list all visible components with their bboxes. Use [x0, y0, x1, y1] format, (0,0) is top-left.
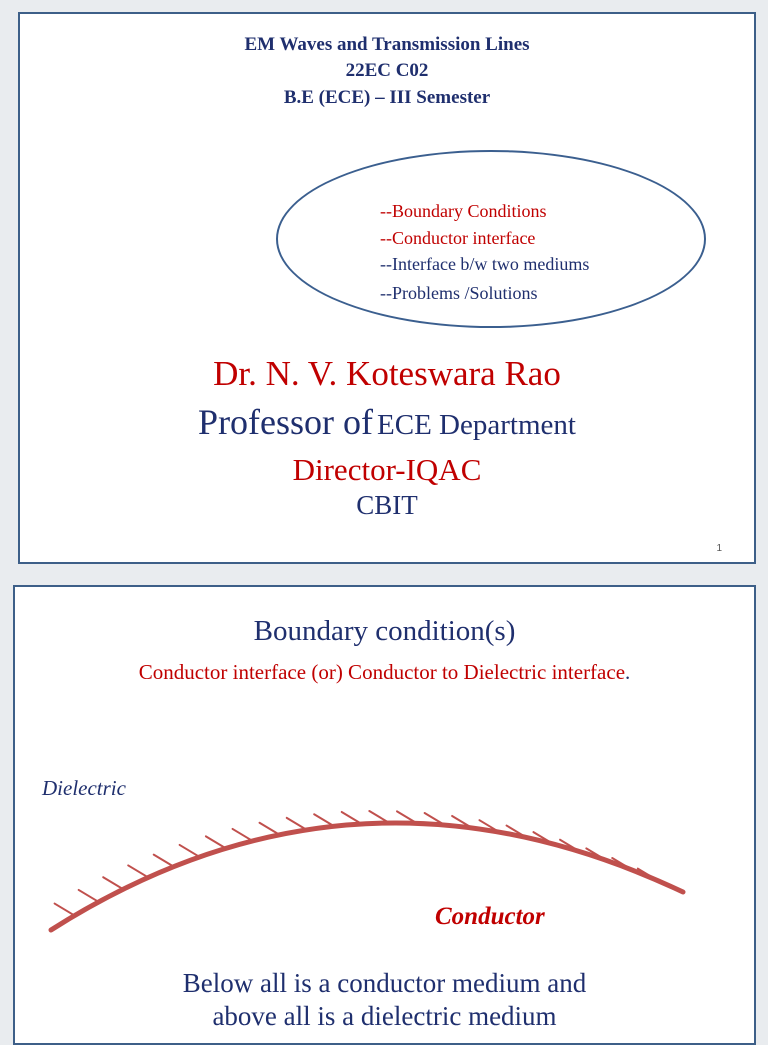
- subtitle-text: Conductor interface (or) Conductor to Dielectric interface: [138, 660, 626, 684]
- slide-1: [18, 12, 756, 564]
- course-title: EM Waves and Transmission Lines: [244, 34, 530, 55]
- semester-label: B.E (ECE) – III Semester: [283, 87, 491, 108]
- topic-interface-two-mediums: --Interface b/w two mediums: [380, 254, 590, 274]
- topic-boundary-conditions: --Boundary Conditions: [380, 201, 547, 221]
- conductor-label: Conductor: [435, 903, 545, 930]
- body-line-2: above all is a dielectric medium: [212, 1001, 557, 1031]
- hatch-mark: [180, 845, 200, 857]
- boundary-curve: [51, 823, 683, 930]
- department-name: ECE Department: [377, 409, 576, 441]
- topic-problems-solutions: --Problems /Solutions: [380, 283, 538, 303]
- slide-2: [13, 585, 756, 1045]
- slide-title: Boundary condition(s): [253, 615, 516, 647]
- body-line-1: Below all is a conductor medium and: [182, 968, 587, 998]
- hatch-mark: [79, 890, 99, 902]
- course-code: 22EC C02: [345, 60, 429, 81]
- hatch-mark: [154, 855, 174, 867]
- topic-conductor-interface: --Conductor interface: [380, 228, 536, 248]
- author-role: Director-IQAC: [292, 452, 482, 487]
- author-position: [20, 401, 754, 443]
- position-word: Professor of: [198, 402, 374, 442]
- author-name: Dr. N. V. Koteswara Rao: [213, 354, 561, 393]
- slide-body: [15, 967, 754, 1033]
- hatch-mark: [55, 904, 75, 916]
- subtitle-period: .: [625, 660, 631, 684]
- page-number: 1: [716, 543, 722, 554]
- hatch-mark: [103, 877, 123, 889]
- institute-name: CBIT: [356, 490, 418, 520]
- hatch-mark: [128, 865, 148, 877]
- hatch-mark: [206, 836, 226, 848]
- dielectric-label: Dielectric: [42, 776, 126, 800]
